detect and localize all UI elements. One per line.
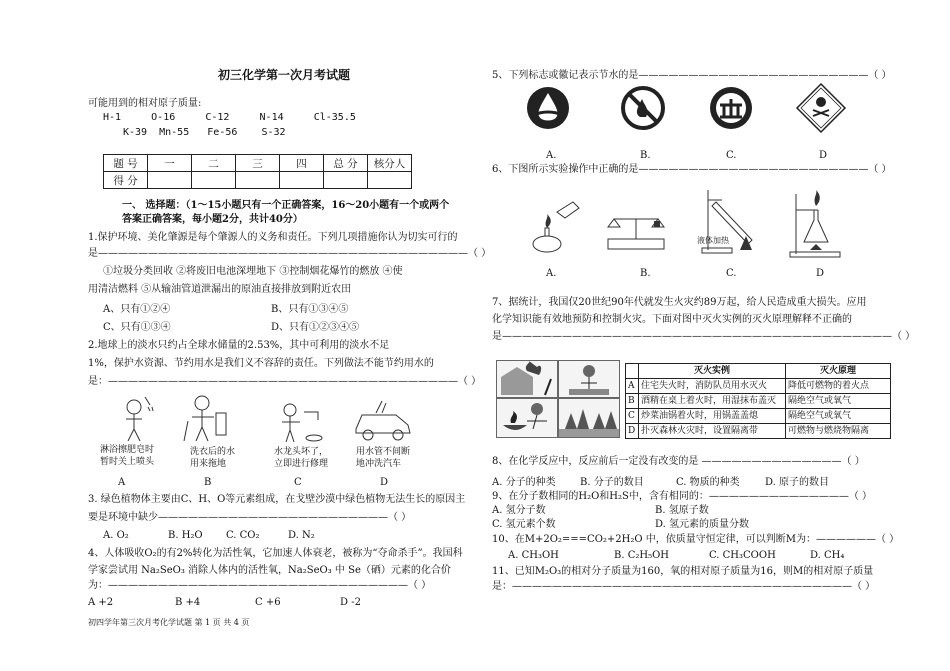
- q2-caption-c2: 立即进行修理: [274, 459, 329, 469]
- atomic-mass-row2: K-39 Mn-55 Fe-56 S-32: [123, 127, 286, 138]
- q6-label-b: B.: [640, 268, 651, 279]
- q9-option-c: C. 氢元素个数: [492, 519, 556, 530]
- q1-items2: 用清洁燃料 ⑤从输油管道泄漏出的原油直接排放到附近农田: [88, 284, 352, 295]
- section1-heading2: 答案正确答案，每小题2分，共计40分）: [122, 214, 303, 225]
- car-wash-picture: [352, 397, 414, 443]
- q2-caption-a1: 淋浴擦肥皂时: [100, 445, 155, 455]
- q8-option-d: D. 原子的数目: [765, 477, 830, 488]
- alcohol-lamp-picture: [527, 198, 583, 256]
- q1-option-d: D、只有①②③④⑤: [271, 322, 360, 333]
- page-footer: 初四学年第三次月考化学试题 第 1 页 共 4 页: [88, 618, 250, 627]
- score-cell[interactable]: [236, 172, 280, 189]
- q1-option-c: C、只有①③④: [103, 322, 171, 333]
- q2-label-a: A: [118, 477, 126, 488]
- q2-label-b: B: [204, 477, 212, 488]
- q9-option-b: B. 氢原子数: [655, 505, 709, 516]
- score-header: 核分人: [368, 155, 412, 172]
- fire-table-cell: 住宅失火时，消防队员用水灭火: [639, 379, 786, 394]
- score-row-label: 得 分: [104, 172, 148, 189]
- section1-heading: 一、 选择题：（1～15小题只有一个正确答案，16～20小题有一个或两个: [122, 200, 450, 211]
- score-header: 一: [148, 155, 192, 172]
- q2-caption-b1: 洗衣后的水: [190, 447, 236, 457]
- q7-line3: 是———————————————————————————————————————（ ）: [492, 331, 916, 342]
- fire-table-cell: 可燃物与燃烧物隔离: [786, 424, 891, 439]
- score-header: 三: [236, 155, 280, 172]
- fire-table-cell: 扑灭森林火灾时，设置隔离带: [639, 424, 786, 439]
- q3-line1: 3. 绿色植物体主要由C、H、O等元素组成，在戈壁沙漠中绿色植物无法生长的原因主: [88, 494, 466, 505]
- q6-label-d: D: [816, 268, 825, 279]
- q9-option-a: A. 氢分子数: [492, 505, 546, 516]
- fire-table-cell: 隔绝空气或氧气: [786, 409, 891, 424]
- fire-table-cell: 隔绝空气或氧气: [786, 394, 891, 409]
- score-cell[interactable]: [192, 172, 236, 189]
- mop-picture: [180, 393, 230, 443]
- faucet-picture: [278, 400, 324, 444]
- q5-label-d: D: [819, 150, 828, 161]
- fire-table-cell: B: [626, 394, 639, 409]
- q2-caption-d2: 地冲洗汽车: [356, 459, 402, 469]
- score-cell[interactable]: [148, 172, 192, 189]
- q3-option-d: D. N₂: [288, 530, 315, 541]
- q4-option-b: B +4: [175, 597, 201, 608]
- q2-caption-b2: 用来拖地: [190, 459, 227, 469]
- q5-line: 5、下列标志或徽记表示节水的是———————————————————————（ ）: [492, 70, 892, 81]
- q3-option-a: A. O₂: [103, 530, 129, 541]
- q4-line1: 4、人体吸收O₂的有2%转化为活性氧，它加速人体衰老，被称为“夺命杀手”。我国科: [88, 548, 463, 559]
- fire-table-cell: A: [626, 379, 639, 394]
- fire-table-header: [626, 364, 639, 379]
- q2-line1: 2.地球上的淡水只约占全球水储量的2.53%，其中可利用的淡水不足: [88, 340, 390, 351]
- q6-line: 6、下图所示实验操作中正确的是———————————————————————（ ）: [492, 164, 892, 175]
- fire-table-cell: C: [626, 409, 639, 424]
- q2-label-c: C: [294, 477, 302, 488]
- q6-label-c: C.: [726, 268, 737, 279]
- forest-firebreak-picture: [558, 398, 620, 438]
- q10-option-c: C. CH₃COOH: [709, 550, 776, 561]
- damp-cloth-picture: [558, 360, 620, 398]
- q8-option-a: A. 分子的种类: [492, 477, 556, 488]
- q8-line: 8、在化学反应中，反应前后一定没有改变的是 ——————————————（ ）: [492, 456, 865, 467]
- q11-line2: 是：——————————————————————————————————（ ）: [492, 581, 876, 592]
- emblem-icon: [708, 85, 754, 131]
- no-fire-sign-icon: [620, 85, 666, 131]
- fire-table-cell: 炒菜油锅着火时，用锅盖盖熄: [639, 409, 786, 424]
- shower-picture: [110, 395, 158, 443]
- score-header: 题 号: [104, 155, 148, 172]
- q10-option-a: A. CH₃OH: [508, 550, 559, 561]
- q2-caption-d1: 用水管不间断: [356, 447, 411, 457]
- q4-line3: 为：——————————————————————————————（ ）: [88, 580, 432, 591]
- score-cell[interactable]: [368, 172, 412, 189]
- score-cell[interactable]: [280, 172, 324, 189]
- q1-line2: 是—————————————————————————————————————（ ）: [88, 248, 492, 259]
- flask-stand-picture: [788, 188, 850, 258]
- q5-label-a: A.: [546, 150, 557, 161]
- fire-table-cell: 酒精在桌上着火时，用湿抹布盖灭: [639, 394, 786, 409]
- score-cell[interactable]: [324, 172, 368, 189]
- score-header: 总 分: [324, 155, 368, 172]
- q6-label-a: A.: [546, 268, 557, 279]
- q10-option-d: D. CH₄: [810, 550, 845, 561]
- fire-table-header: 灭火实例: [639, 364, 786, 379]
- fire-table-header: 灭火原理: [786, 364, 891, 379]
- fire-table-cell: D: [626, 424, 639, 439]
- q1-line1: 1.保护环境、美化肇源是每个肇源人的义务和责任。下列几项措施你认为切实可行的: [88, 232, 458, 243]
- q3-option-b: B. H₂O: [168, 530, 203, 541]
- q2-caption-a2: 暂时关上喷头: [100, 457, 155, 467]
- q9-option-d: D. 氢元素的质量分数: [655, 519, 750, 530]
- fire-table-cell: 降低可燃物的着火点: [786, 379, 891, 394]
- q1-option-a: A、只有①②④: [103, 304, 171, 315]
- q3-option-c: C. CO₂: [226, 530, 260, 541]
- q11-line1: 11、已知M₂O₃的相对分子质量为160，氧的相对原子质量为16，则M的相对原子质量: [492, 566, 874, 577]
- liquid-heating-label: 液体加热: [697, 236, 729, 245]
- q9-line: 9、在分子数相同的H₂O和H₂S中，含有相同的：——————————————（ ）: [492, 491, 873, 502]
- score-header: 四: [280, 155, 324, 172]
- house-fire-picture: [496, 360, 558, 398]
- q4-option-d: D -2: [340, 597, 361, 608]
- score-table: [103, 154, 412, 189]
- wok-fire-picture: [496, 398, 558, 438]
- atomic-mass-intro: 可能用到的相对原子质量:: [88, 98, 202, 109]
- q7-line2: 化学知识能有效地预防和控制火灾。下面对图中灭火实例的灭火原理解释不正确的: [492, 314, 852, 325]
- poison-sign-icon: [795, 82, 847, 134]
- score-header: 二: [192, 155, 236, 172]
- q10-option-b: B. C₂H₅OH: [614, 550, 670, 561]
- q1-option-b: B、只有①③④⑤: [271, 304, 349, 315]
- q4-option-a: A +2: [88, 597, 114, 608]
- q4-option-c: C +6: [255, 597, 281, 608]
- balance-picture: [604, 205, 668, 253]
- q8-option-b: B. 分子的数目: [580, 477, 644, 488]
- q8-option-c: C. 物质的种类: [676, 477, 740, 488]
- fire-extinguish-table: [625, 363, 891, 439]
- q5-label-b: B.: [640, 150, 651, 161]
- exam-title: 初三化学第一次月考试题: [218, 68, 351, 82]
- q2-line2: 1%，保护水资源、节约用水是我们义不容辞的责任。下列做法不能节约用水的: [88, 358, 434, 369]
- q2-label-d: D: [380, 477, 389, 488]
- q2-line3: 是：———————————————————————————————————（ ）: [88, 376, 482, 387]
- q10-line: 10、在M+2O₂===CO₂+2H₂O 中，依质量守恒定律，可以判断M为：——————（ ）: [492, 534, 900, 545]
- q1-items1: ①垃圾分类回收 ②将废旧电池深埋地下 ③控制烟花爆竹的燃放 ④使: [103, 266, 403, 277]
- atomic-mass-row1: H-1 O-16 C-12 N-14 Cl-35.5: [103, 112, 356, 123]
- water-drop-sign-icon: [525, 85, 571, 131]
- q5-label-c: C.: [726, 150, 737, 161]
- q7-line1: 7、据统计，我国仅20世纪90年代就发生火灾约89万起，给人民造成重大损失。应用: [492, 297, 867, 308]
- q4-line2: 学家尝试用 Na₂SeO₃ 消除人体内的活性氧，Na₂SeO₃ 中 Se（硒）元素的化合价: [88, 565, 451, 576]
- q3-line2: 要是环境中缺少———————————————————————（ ）: [88, 512, 412, 523]
- q2-caption-c1: 水龙头坏了，: [274, 447, 329, 457]
